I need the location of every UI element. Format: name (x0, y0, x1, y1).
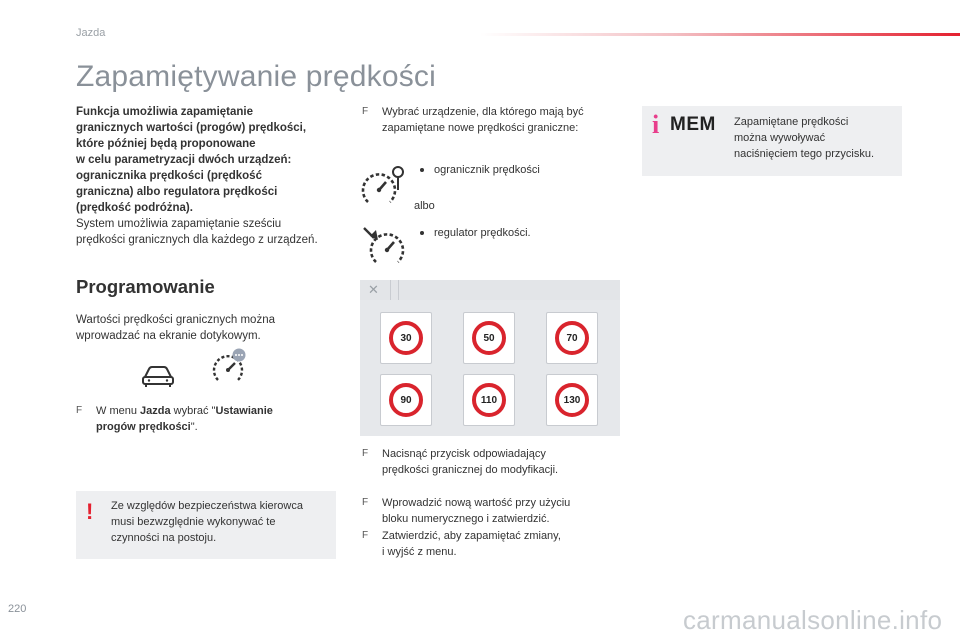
screen-toolbar (360, 280, 620, 300)
step-line: prędkości granicznej do modyfikacji. (382, 464, 559, 476)
intro-bold-line: (prędkość podróżna). (76, 202, 193, 214)
step-text: ". (190, 421, 198, 433)
speed-button-110[interactable] (463, 374, 515, 426)
warning-line: czynności na postoju. (111, 532, 217, 544)
step-marker: F (362, 106, 369, 117)
warning-line: musi bezwzględnie wykonywać te (111, 516, 276, 528)
warning-box (76, 491, 336, 559)
warning-icon: ! (86, 499, 94, 524)
step-line: i wyjść z menu. (382, 546, 457, 558)
step-line: Nacisnąć przycisk odpowiadający (382, 448, 546, 460)
section-label: Jazda (76, 27, 106, 39)
watermark: carmanualsonline.info (683, 605, 943, 635)
option-name: progów prędkości (96, 421, 191, 433)
step-press-button (362, 446, 622, 480)
toolbar-divider (390, 280, 391, 300)
speed-limit-sign (555, 383, 589, 417)
option-limiter (420, 162, 540, 178)
speed-value: 50 (483, 332, 495, 344)
speed-value: 90 (400, 394, 412, 406)
speed-limit-sign (389, 383, 423, 417)
header-divider (480, 33, 960, 36)
close-icon[interactable]: ✕ (368, 282, 379, 297)
bullet-dot (420, 231, 424, 235)
step-confirm (362, 528, 622, 562)
step-marker: F (76, 405, 83, 416)
info-line: naciśnięciem tego przycisku. (734, 148, 875, 160)
programming-line: wprowadzać na ekranie dotykowym. (76, 330, 261, 342)
speed-button-70[interactable] (546, 312, 598, 364)
programming-description (76, 312, 346, 344)
option-label: ogranicznik prędkości (434, 164, 540, 176)
warning-text (111, 498, 331, 546)
option-name: Ustawianie (215, 405, 273, 417)
speed-value: 70 (566, 332, 578, 344)
intro-bold-line: graniczna) albo regulatora prędkości (76, 186, 278, 198)
step-line: Zatwierdzić, aby zapamiętać zmiany, (382, 530, 561, 542)
intro-bold-line: Funkcja umożliwia zapamiętanie (76, 106, 254, 118)
step-marker: F (362, 530, 369, 541)
step-menu-selection (76, 403, 346, 437)
page-title: Zapamiętywanie prędkości (76, 60, 436, 93)
option-label: regulator prędkości. (434, 227, 531, 239)
speed-value: 130 (563, 394, 581, 406)
cruise-control-icon (360, 222, 410, 266)
intro-bold-line: które później będą proponowane (76, 138, 256, 150)
step-text: W menu (96, 405, 141, 417)
speed-limit-sign (472, 383, 506, 417)
step-line: bloku numerycznego i zatwierdzić. (382, 513, 550, 525)
speed-limit-sign (555, 321, 589, 355)
speed-limit-sign (472, 321, 506, 355)
step-marker: F (362, 448, 369, 459)
speed-value: 30 (400, 332, 412, 344)
info-icon: i (652, 110, 660, 139)
step-line: zapamiętane nowe prędkości graniczne: (382, 122, 579, 134)
car-icon (140, 363, 176, 389)
intro-line: System umożliwia zapamiętanie sześciu (76, 218, 282, 230)
speed-value: 110 (480, 394, 498, 406)
step-line: Wybrać urządzenie, dla którego mają być (382, 106, 584, 118)
or-label: albo (414, 200, 435, 212)
speed-limit-sign (389, 321, 423, 355)
step-enter-value (362, 495, 622, 529)
speed-button-90[interactable] (380, 374, 432, 426)
warning-line: Ze względów bezpieczeństwa kierowca (111, 500, 303, 512)
step-text: wybrać " (170, 405, 216, 417)
touchscreen-panel (360, 280, 620, 436)
option-regulator (420, 225, 531, 241)
intro-bold-line: ogranicznika prędkości (prędkość (76, 170, 262, 182)
speed-button-30[interactable] (380, 312, 432, 364)
programming-line: Wartości prędkości granicznych można (76, 314, 275, 326)
section-heading: Programowanie (76, 276, 215, 297)
info-line: można wywoływać (734, 132, 826, 144)
step-line: Wprowadzić nową wartość przy użyciu (382, 497, 571, 509)
step-select-device (362, 104, 622, 138)
info-box (642, 106, 902, 176)
menu-name: Jazda (140, 405, 171, 417)
info-line: Zapamiętane prędkości (734, 116, 849, 128)
speed-button-50[interactable] (463, 312, 515, 364)
intro-paragraph (76, 104, 346, 248)
speed-limiter-icon (360, 162, 410, 208)
toolbar-divider (398, 280, 399, 300)
intro-bold-line: granicznych wartości (progów) prędkości, (76, 122, 307, 134)
intro-line: prędkości granicznych dla każdego z urządzeń. (76, 234, 318, 246)
info-text (734, 114, 899, 162)
speedometer-menu-icon (208, 348, 250, 384)
page-number: 220 (8, 603, 27, 615)
speed-button-130[interactable] (546, 374, 598, 426)
intro-bold-line: w celu parametryzacji dwóch urządzeń: (76, 154, 292, 166)
mem-button-icon: MEM (670, 114, 716, 135)
bullet-dot (420, 168, 424, 172)
step-marker: F (362, 497, 369, 508)
